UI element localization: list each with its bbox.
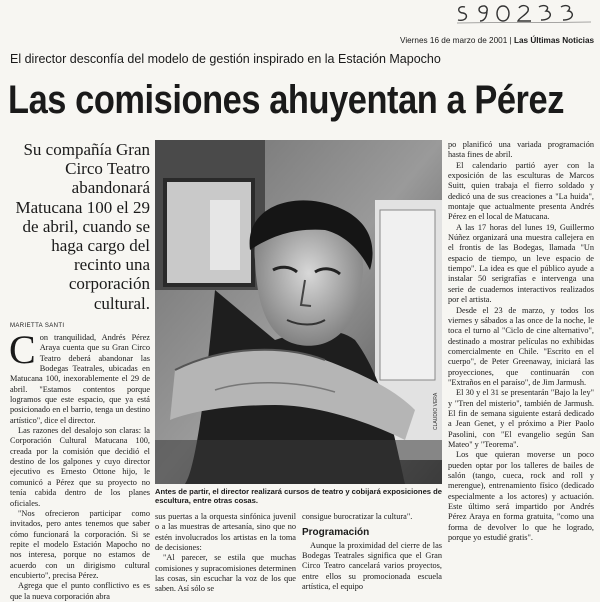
portrait-photo — [155, 140, 442, 484]
column-1 — [9, 327, 150, 601]
kicker: El director desconfía del modelo de gestión inspirado en la Estación Mapocho — [10, 52, 441, 66]
col3-lead: consigue burocratizar la cultura". — [302, 512, 413, 521]
col2-paragraph: "Al parecer, se estila que muchas comisiones y supracomisiones determinen las cosas, sin escuchar la voz de los que saben. Así sólo se — [155, 553, 296, 594]
photo-credit: CLAUDIO VERA — [433, 392, 439, 430]
column-4 — [448, 140, 594, 594]
dateline: Viernes 16 de marzo de 2001 | Las Últimas Noticias — [400, 36, 595, 45]
col4-paragraph: El calendario partió ayer con la exposición de las esculturas de Marcos Suitt, quien trabaja el fierro soldado y dedicó una de sus creaciones a "La huida", montaje que actualmente presenta Andrés Pérez en el local de Matucana. — [448, 160, 594, 222]
col4-paragraph: Desde el 23 de marzo, y todos los viernes y sábados a las once de la noche, le toca el turno al "Ciclo de cine alternativo", destinado a mostrar películas no exhibidas comercialmente en Chile. "Escrito en el cuerpo", de Peter Greenaway, iniciará las proyecciones, que continuarán con "Extraños en el paraíso", de Jim Jarmush. — [448, 305, 594, 387]
col4-lead: po planificó una variada programación hasta fines de abril. — [448, 140, 594, 160]
subhead-programacion: Programación — [302, 527, 370, 539]
col4-paragraph: El 30 y el 31 se presentarán "Bajo la ley" y "Tren del misterio", también de Jarmush. El fin de semana siguiente estará dedicado a Jean Genet, y el próximo a Pier Paolo Pasolini, con "El evangelio según San Mateo" y "Teorema". — [448, 388, 594, 449]
column-3 — [302, 512, 442, 594]
portrait-photo-drawing — [155, 140, 442, 484]
column-2 — [155, 512, 296, 594]
dateline-date: Viernes 16 de marzo de 2001 — [400, 36, 508, 45]
col1-paragraph: Agrega que el punto conflictivo es es que la nueva corporación abra — [10, 581, 150, 601]
col3-paragraph: Aunque la proximidad del cierre de las Bodegas Teatrales significa que el Gran Circo Teatro cancelará varios proyectos, entre ellos su promocionada escuela artística, el equipo — [302, 540, 442, 592]
handwritten-mark-drawing — [455, 2, 595, 24]
col1-paragraph: on tranquilidad, Andrés Pérez Araya cuenta que su Gran Circo Teatro deberá abandonar las Bodegas Teatrales, ubicadas en Matucana 100, inexorablemente el 29 de abril. "Estamos contentos porque logramos que este espacio, que ya está posicionado en el barrio, tenga un destino artístico", dice el director. — [10, 333, 150, 425]
drop-cap: C — [9, 327, 36, 372]
col2-paragraph: sus puertas a la orquesta sinfónica juvenil o a las muestras de artesanía, sino que no estén involucrados los artistas en la toma de decisiones: — [155, 512, 296, 553]
dateline-paper: Las Últimas Noticias — [513, 36, 595, 45]
handwritten-archive-mark — [455, 2, 595, 24]
col4-paragraph: Los que quieran moverse un poco pueden optar por los talleres de bailes de salón (tango, cueca, rock and roll y merengue), entrenamiento físico (dedicado especialmente a los actores) y actuación. Este último será impartido por Andrés Pérez Araya en forma gratuita, "como una forma de devolver lo que he logrado, porque yo estudié gratis". — [448, 450, 594, 543]
headline: Las comisiones ahuyentan a Pérez — [8, 78, 564, 122]
byline: MARIETTA SANTI — [10, 323, 65, 329]
col4-paragraph: A las 17 horas del lunes 19, Guillermo Núñez organizará una muestra callejera en el frontis de las Bodegas, llamada "Un espacio de tiempo, un leve espacio de tiempo". La idea es que el público ayude a instalar 50 serigrafías e intervenga una serie de cuadernos interactivos realizados por el artista. — [448, 222, 594, 305]
deck: Su compañía Gran Circo Teatro abandonará Matucana 100 el 29 de abril, cuando se haga cargo del recinto una corporación cultural. — [15, 140, 150, 313]
col1-paragraph: "Nos ofrecieron participar como invitados, pero antes tenemos que saber cómo funcionará la corporación. Si se repite el modelo Estación Mapocho no nos interesa, porque no estamos de acuerdo con un dirigismo cultural encubierto", precisa Pérez. — [10, 508, 150, 580]
col1-paragraph: Las razones del desalojo son claras: la Corporación Cultural Matucana 100, creada por la comisión que decidió el destino de los galpones y cuyo director ejecutivo es Ernesto Ottone hijo, le comunicó a Pérez que su proyecto no tenía cabida dentro de los planes oficiales. — [10, 426, 150, 508]
photo-caption: Antes de partir, el director realizará cursos de teatro y cobijará exposiciones de escultura, entre otras cosas. — [155, 487, 442, 506]
